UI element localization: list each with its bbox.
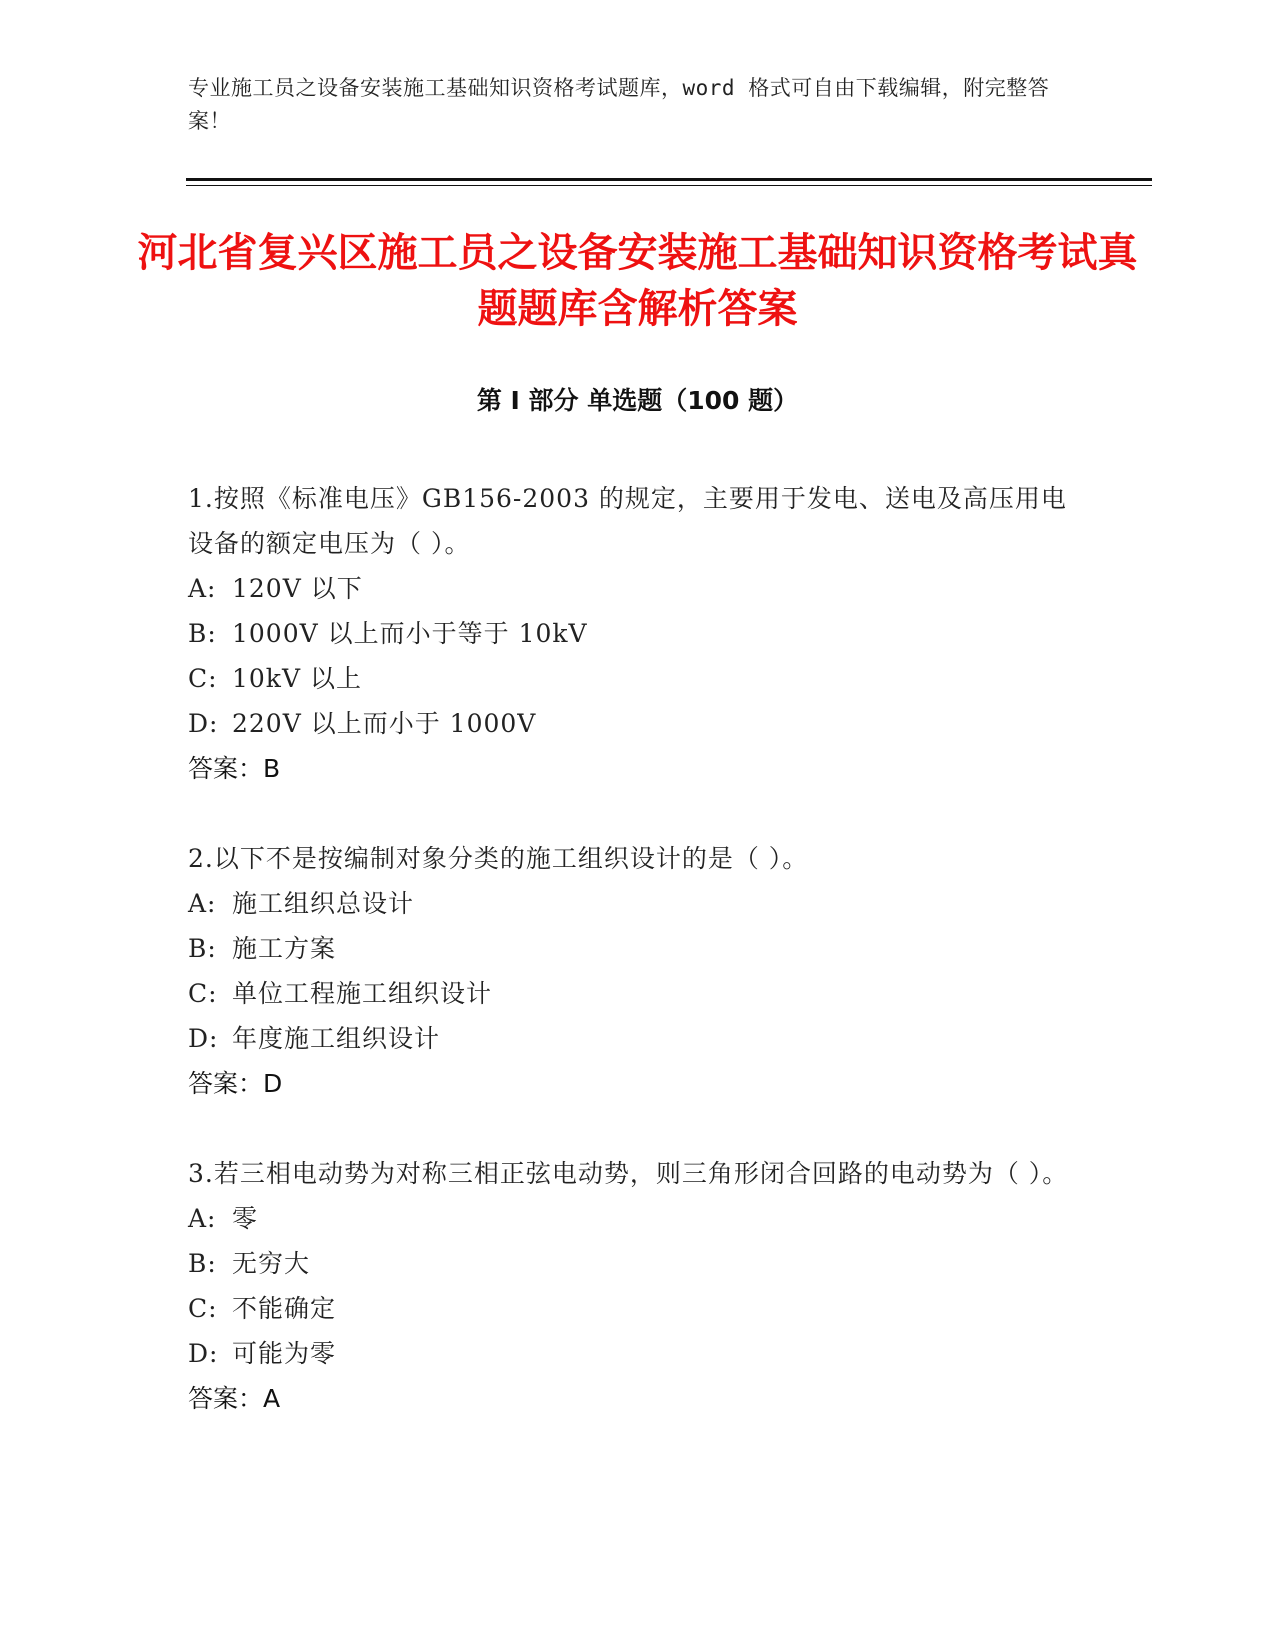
option-c xyxy=(188,656,1088,701)
option-letter: D: xyxy=(188,1024,219,1053)
option-letter: A: xyxy=(188,889,217,918)
option-letter: B: xyxy=(188,619,217,648)
option-letter: A: xyxy=(188,574,217,603)
option-d xyxy=(188,1331,1088,1376)
header-rule-thin xyxy=(186,185,1152,186)
question-stem: 1.按照《标准电压》GB156-2003 的规定，主要用于发电、送电及高压用电设备的额定电压为（ ）。 xyxy=(188,484,1067,558)
option-letter: B: xyxy=(188,1249,217,1278)
option-letter: D: xyxy=(188,709,219,738)
option-text: 施工组织总设计 xyxy=(232,889,415,918)
option-text: 220V 以上而小于 1000V xyxy=(232,709,537,738)
option-text: 施工方案 xyxy=(232,934,337,963)
option-text: 年度施工组织设计 xyxy=(232,1024,441,1053)
option-d xyxy=(188,701,1088,746)
header-note: 专业施工员之设备安装施工基础知识资格考试题库，word 格式可自由下载编辑，附完整答案！ xyxy=(188,76,1050,133)
section-heading: 第 I 部分 单选题（100 题） xyxy=(476,386,799,415)
option-text: 1000V 以上而小于等于 10kV xyxy=(232,619,588,648)
option-text: 零 xyxy=(232,1204,259,1233)
option-text: 无穷大 xyxy=(232,1249,311,1278)
header-rule-thick xyxy=(186,178,1152,181)
question-list xyxy=(188,476,1088,1466)
option-letter: C: xyxy=(188,664,218,693)
answer-line: 答案：D xyxy=(188,1069,283,1098)
option-text: 不能确定 xyxy=(232,1294,337,1323)
option-text: 10kV 以上 xyxy=(232,664,362,693)
option-b xyxy=(188,611,1088,656)
option-text: 单位工程施工组织设计 xyxy=(232,979,493,1008)
question-stem: 2.以下不是按编制对象分类的施工组织设计的是（ ）。 xyxy=(188,844,809,873)
option-a xyxy=(188,566,1088,611)
option-letter: B: xyxy=(188,934,217,963)
question-stem: 3.若三相电动势为对称三相正弦电动势，则三角形闭合回路的电动势为（ ）。 xyxy=(188,1159,1069,1188)
option-letter: A: xyxy=(188,1204,217,1233)
option-text: 可能为零 xyxy=(232,1339,337,1368)
option-letter: C: xyxy=(188,979,218,1008)
option-b xyxy=(188,926,1088,971)
option-letter: C: xyxy=(188,1294,218,1323)
option-a xyxy=(188,881,1088,926)
option-c xyxy=(188,1286,1088,1331)
question-1 xyxy=(188,476,1088,791)
option-letter: D: xyxy=(188,1339,219,1368)
option-text: 120V 以下 xyxy=(232,574,363,603)
question-2 xyxy=(188,836,1088,1106)
option-a xyxy=(188,1196,1088,1241)
option-c xyxy=(188,971,1088,1016)
answer-line: 答案：B xyxy=(188,754,281,783)
document-title: 河北省复兴区施工员之设备安装施工基础知识资格考试真题题库含解析答案 xyxy=(137,230,1138,332)
option-b xyxy=(188,1241,1088,1286)
option-d xyxy=(188,1016,1088,1061)
answer-line: 答案：A xyxy=(188,1384,281,1413)
question-3 xyxy=(188,1151,1088,1421)
